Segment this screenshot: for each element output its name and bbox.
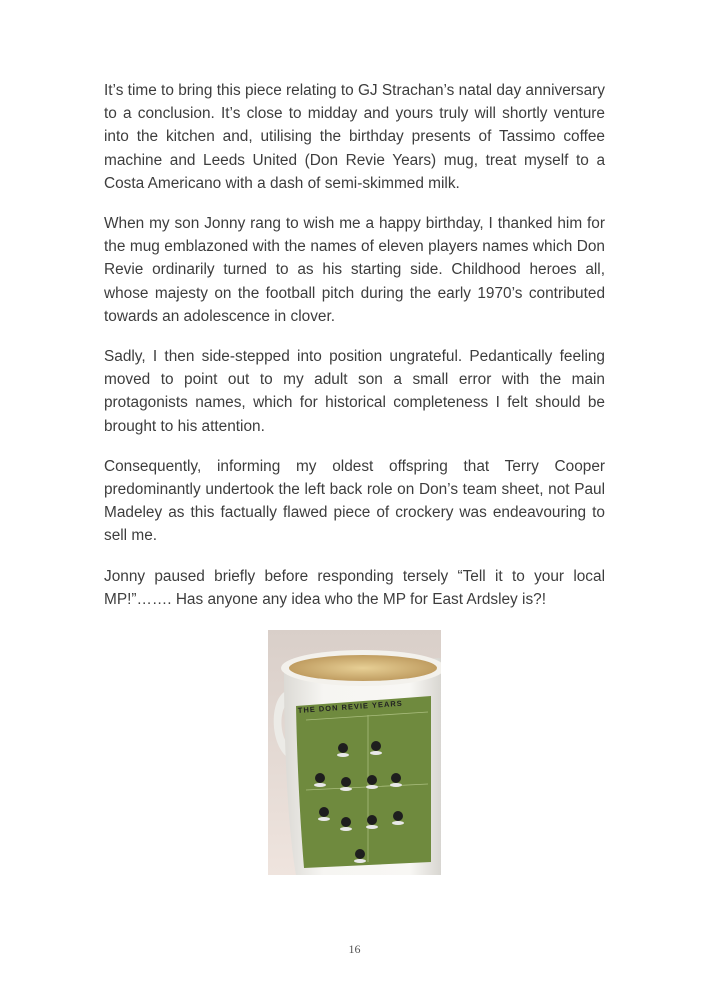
paragraph-2: When my son Jonny rang to wish me a happy birthday, I thanked him for the mug emblazoned with the names of eleven players names which Don Revie ordinarily turned to as his starting side. Childhood heroes all, whose majesty on the football pitch during the early 1970’s contributed towards an adolescence in clover. [104,215,605,325]
body-text [104,79,605,628]
mug-print-title: THE DON REVIE YEARS [297,698,404,715]
coffee-surface [289,655,437,681]
paragraph-1: It’s time to bring this piece relating to GJ Strachan’s natal day anniversary to a conclusion. It’s close to midday and yours truly will shortly venture into the kitchen and, utilising the birthday presents of Tassimo coffee machine and Leeds United (Don Revie Years) mug, treat myself to a Costa Americano with a dash of semi-skimmed milk. [104,82,605,192]
mug-photo [268,630,441,875]
page-number: 16 [348,942,361,956]
paragraph-4: Consequently, informing my oldest offspring that Terry Cooper predominantly undertook the left back role on Don’s team sheet, not Paul Madeley as this factually flawed piece of crockery was endeavouring to sell me. [104,457,605,545]
paragraph-3: Sadly, I then side-stepped into position ungrateful. Pedantically feeling moved to point out to my adult son a small error with the main protagonists names, which for historical completeness I felt should be brought to his attention. [104,348,605,435]
mug-pitch-print [296,696,431,868]
paragraph-5: Jonny paused briefly before responding tersely “Tell it to your local MP!”……. Has anyone any idea who the MP for East Ardsley is?! [104,567,605,608]
